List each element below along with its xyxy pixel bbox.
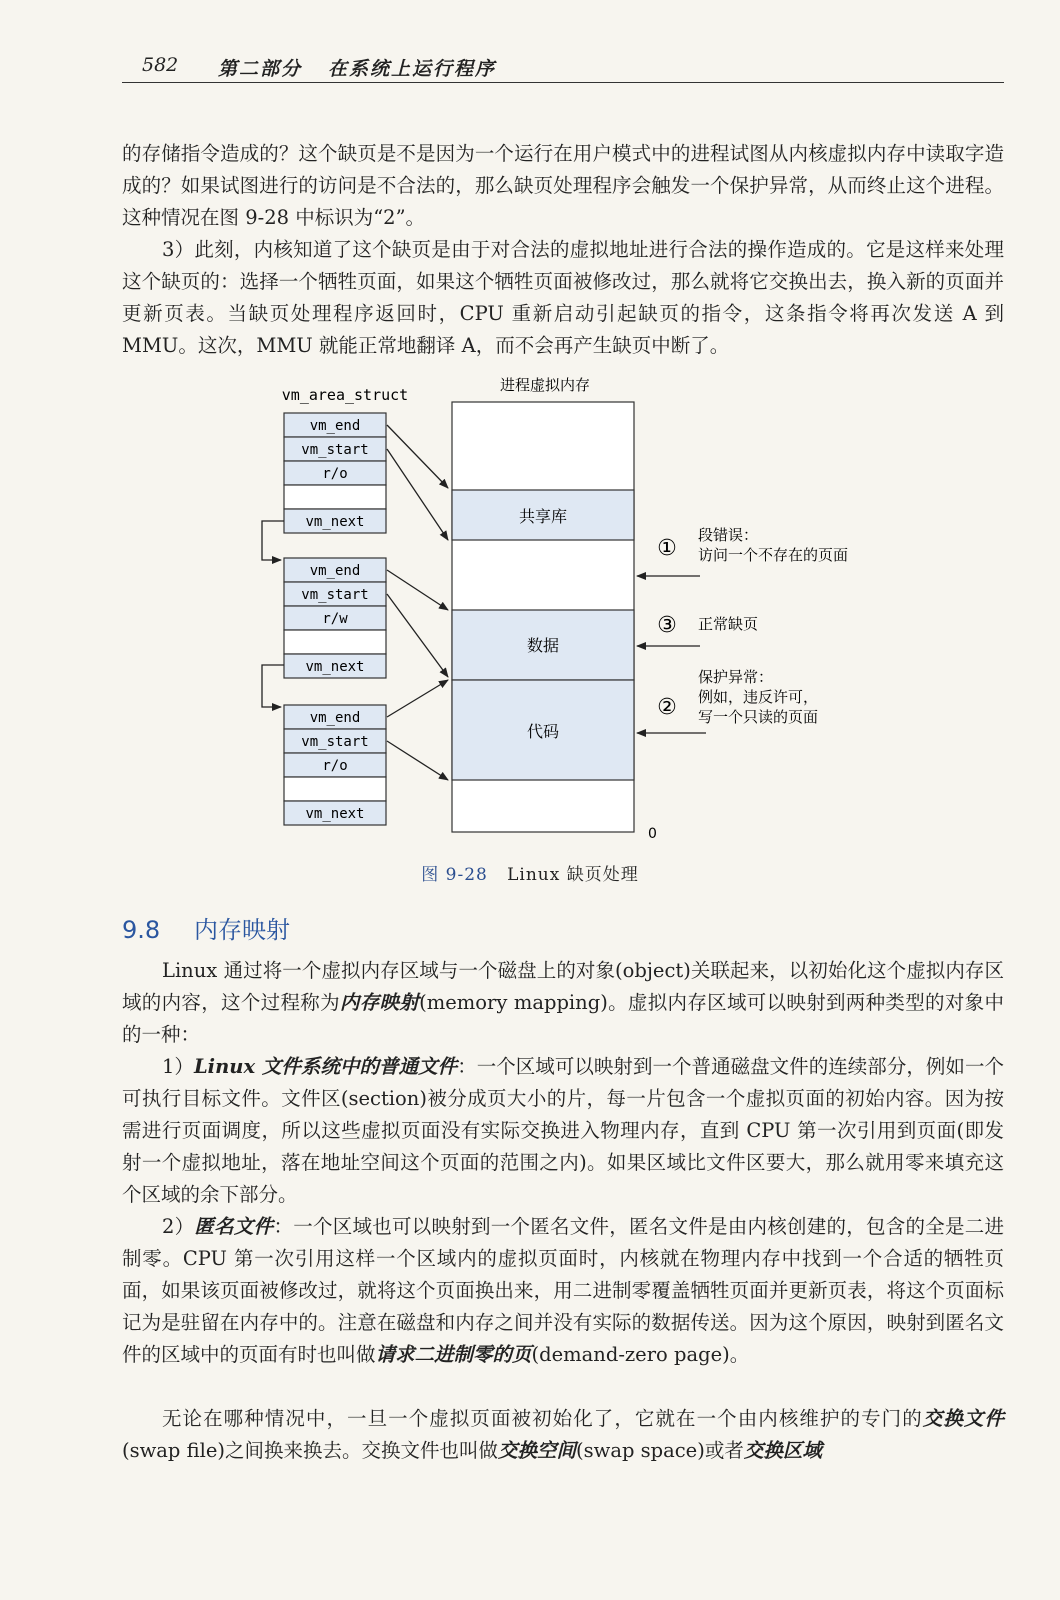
struct-3-field-label: vm_start — [301, 734, 369, 750]
address-zero-label: 0 — [648, 826, 657, 842]
struct-3-field-label: r/o — [322, 758, 348, 774]
text-run: 1） — [162, 1055, 194, 1078]
annotation-1-line-1: 段错误： — [698, 526, 759, 544]
figure-caption — [0, 860, 1060, 885]
struct-1-field-label: r/o — [322, 466, 348, 482]
term-regular-file: Linux 文件系统中的普通文件 — [193, 1055, 458, 1078]
text-run: (swap space)或者 — [576, 1439, 744, 1462]
text-run: (demand-zero page)。 — [531, 1343, 750, 1366]
section-title: 内存映射 — [194, 916, 290, 944]
region-label-code: 代码 — [526, 722, 560, 741]
paragraph-memory-mapping — [122, 955, 1004, 1051]
page-number: 582 — [142, 54, 179, 76]
annotation-2-line-2: 例如，违反许可， — [698, 688, 819, 706]
text-run: ：一个区域也可以映射到一个匿名文件，匿名文件是由内核创建的，包含的全是二进制零。CPU 第一次引用这样一个区域内的虚拟页面时，内核就在物理内存中找到一个合适的牺牲页面，如果该页面被修改过，就将这个页面换出来，用二进制零覆盖牺牲页面并更新页表，将这个页面标记为是驻留在内存中的。注意在磁盘和内存之间并没有实际的数据传送。因为这个原因，映射到匿名文件的区域中的页面有时也叫做 — [122, 1215, 1004, 1366]
fault-annotations — [657, 526, 848, 726]
term-swap-area: 交换区域 — [743, 1439, 822, 1462]
annotation-2-line-3: 写一个只读的页面 — [698, 708, 819, 726]
paragraph-swap — [122, 1403, 1004, 1467]
vm-next-links — [262, 521, 284, 707]
struct-1-field-box — [284, 485, 386, 509]
region-label-shared: 共享库 — [518, 507, 568, 526]
struct-1-field-label: vm_next — [305, 514, 365, 530]
text-run: (memory mapping)。虚拟内存区域可以映射到两种类型的对象中的一种： — [122, 991, 1004, 1046]
paragraph-continued: 的存储指令造成的？这个缺页是不是因为一个运行在用户模式中的进程试图从内核虚拟内存中读取字造成的？如果试图进行的访问是不合法的，那么缺页处理程序会触发一个保护异常，从而终止这个进程。这种情况在图 9-28 中标识为“2”。 — [122, 142, 1004, 229]
struct-title: vm_area_struct — [281, 386, 409, 404]
term-swap-file: 交换文件 — [922, 1407, 1004, 1430]
struct-1-field-label: vm_end — [309, 418, 361, 434]
struct-3-field-label: vm_end — [309, 710, 361, 726]
paragraph-anonymous-file — [122, 1211, 1004, 1371]
memory-title: 进程虚拟内存 — [499, 376, 591, 394]
paragraph-regular-file — [122, 1051, 1004, 1211]
struct-2-field-label: vm_next — [305, 659, 365, 675]
annotation-num-2: ② — [657, 695, 677, 720]
region-pointer-arrows — [387, 425, 448, 780]
struct-2-field-label: vm_start — [301, 587, 369, 603]
text-run: 无论在哪种情况中，一旦一个虚拟页面被初始化了，它就在一个由内核维护的专门的 — [162, 1407, 923, 1430]
annotation-3-line-1: 正常缺页 — [698, 615, 759, 633]
struct-3-field-box — [284, 777, 386, 801]
annotation-num-1: ① — [657, 536, 677, 561]
term-demand-zero: 请求二进制零的页 — [375, 1343, 532, 1366]
figure-caption-text: Linux 缺页处理 — [507, 865, 639, 885]
struct-2-field-label: vm_end — [309, 563, 361, 579]
struct-1-field-label: vm_start — [301, 442, 369, 458]
annotation-2-line-1: 保护异常： — [698, 668, 774, 686]
paragraph-step-3: 3）此刻，内核知道了这个缺页是由于对合法的虚拟地址进行合法的操作造成的。它是这样来处理这个缺页的：选择一个牺牲页面，如果这个牺牲页面被修改过，那么就将它交换出去，换入新的页面并更新页表。当缺页处理程序返回时，CPU 重新启动引起缺页的指令，这条指令将再次发送 A 到 MMU。这次，MMU 就能正常地翻译 A，而不会再产生缺页中断了。 — [122, 238, 1004, 357]
vm-area-struct-list — [284, 413, 386, 825]
struct-2-field-label: r/w — [322, 611, 348, 627]
text-run: (swap file)之间换来换去。交换文件也叫做 — [122, 1439, 499, 1462]
text-run: 2） — [162, 1215, 195, 1238]
part-title: 第二部分 — [218, 58, 303, 80]
struct-2-field-box — [284, 630, 386, 654]
region-label-data: 数据 — [526, 636, 560, 655]
section-heading — [122, 910, 290, 945]
annotation-num-3: ③ — [657, 613, 677, 638]
annotation-1-line-2: 访问一个不存在的页面 — [698, 546, 849, 564]
chapter-title: 在系统上运行程序 — [328, 58, 497, 80]
section-number: 9.8 — [122, 916, 161, 944]
term-memory-mapping: 内存映射 — [339, 991, 420, 1014]
figure-caption-label: 图 9-28 — [421, 865, 488, 885]
struct-3-field-label: vm_next — [305, 806, 365, 822]
term-anonymous-file: 匿名文件 — [194, 1215, 274, 1238]
text-run: Linux 通过将一个虚拟内存区域与一个磁盘上的对象(object)关联起来，以初始化这个虚拟内存区域的内容，这个过程称为 — [122, 959, 1004, 1014]
term-swap-space: 交换空间 — [498, 1439, 577, 1462]
text-run: ：一个区域可以映射到一个普通磁盘文件的连续部分，例如一个可执行目标文件。文件区(section)被分成页大小的片，每一片包含一个虚拟页面的初始内容。因为按需进行页面调度，所以这些虚拟页面没有实际交换进入物理内存，直到 CPU 第一次引用到页面(即发射一个虚拟地址，落在地址空间这个页面的范围之内)。如果区域比文件区要大，那么就用零来填充这个区域的余下部分。 — [122, 1055, 1004, 1206]
